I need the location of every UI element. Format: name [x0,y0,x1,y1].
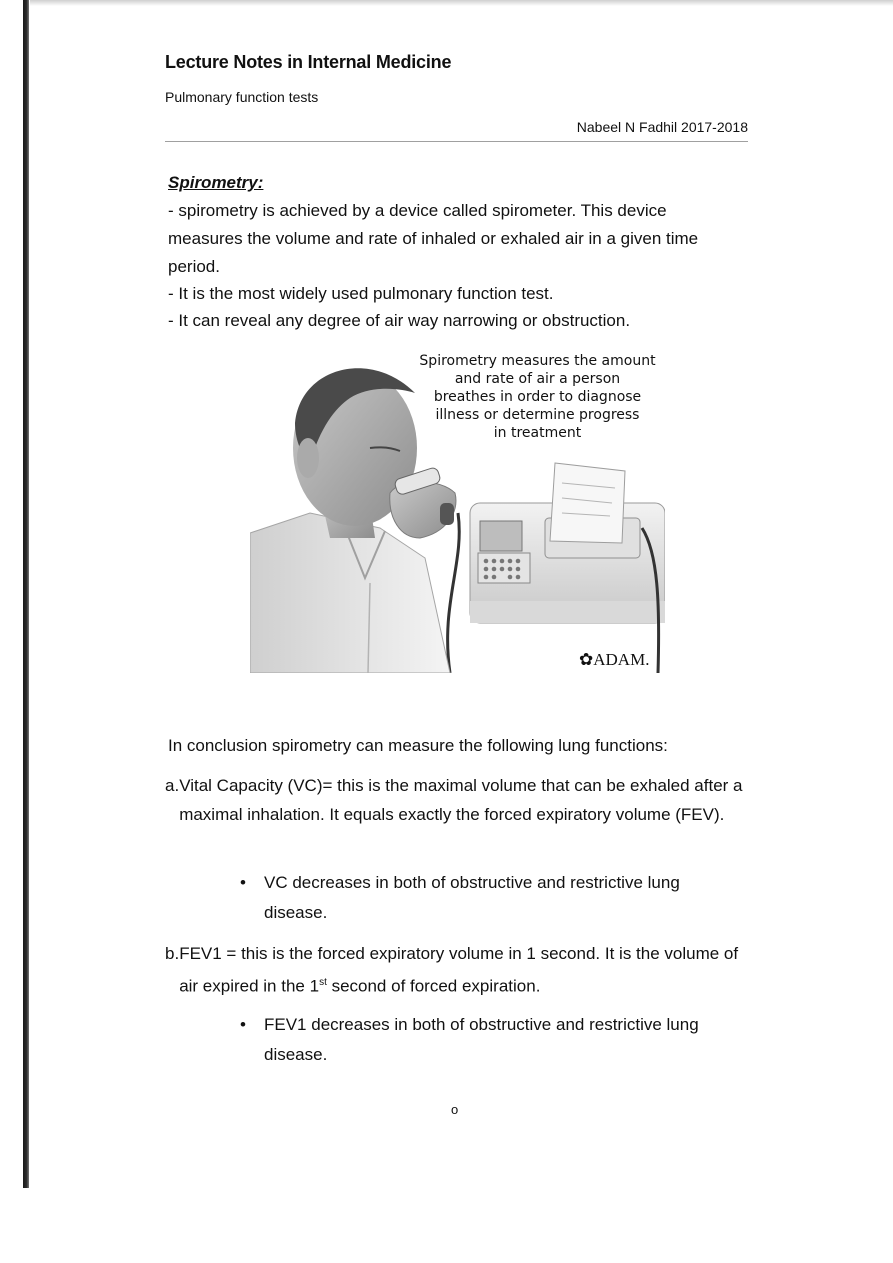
bullet-text: FEV1 decreases in both of obstructive and restrictive lung disease. [264,1015,699,1064]
conclusion-text: In conclusion spirometry can measure the following lung functions: [168,736,668,755]
leaf-icon: ✿ [579,650,594,669]
document-subtitle: Pulmonary function tests [165,89,319,105]
list-marker: b. [165,944,180,963]
bullet-icon: • [240,1015,246,1034]
bullet-text: VC decreases in both of obstructive and restrictive lung disease. [264,873,680,922]
header-divider [165,141,748,142]
paragraph-line: - It is the most widely used pulmonary function test. [168,284,554,303]
paragraph-line: - spirometry is achieved by a device called spirometer. This device measures the volume and rate of inhaled or exhaled air in a given time period. [168,201,699,276]
caption-line: breathes in order to diagnose [433,389,642,405]
caption-line: and rate of air a person [454,371,621,387]
adam-logo [579,650,649,670]
list-item-vc [165,771,745,829]
caption-line: illness or determine progress [435,407,640,423]
bullet-vc [240,868,720,928]
list-item-text [179,939,745,1001]
bullet-icon: • [240,873,246,892]
scan-edge [23,0,29,1188]
list-item-fev1 [165,939,745,1001]
figure-caption [405,352,670,442]
caption-line: Spirometry measures the amount [419,353,656,369]
document-title: Lecture Notes in Internal Medicine [165,52,452,72]
section-heading: Spirometry: [168,173,264,192]
list-item-text: Vital Capacity (VC)= this is the maximal volume that can be exhaled after a maximal inhalation. It equals exactly the forced expiratory volume (FEV). [179,776,743,824]
superscript: st [319,977,327,988]
scan-top-shadow [30,0,893,6]
fev1-text-end: second of forced expiration. [326,976,541,996]
logo-text: ADAM. [593,650,650,669]
page-number: o [451,1102,459,1117]
list-marker: a. [165,776,180,795]
caption-line: in treatment [493,425,582,441]
bullet-fev1 [240,1010,720,1070]
fev1-text: FEV1 = this is the forced expiratory volume in 1 second. It is the volume of air expired in the 1 [179,944,739,996]
paragraph-line: - It can reveal any degree of air way narrowing or obstruction. [168,311,631,330]
author-line: Nabeel N Fadhil 2017-2018 [576,119,748,135]
